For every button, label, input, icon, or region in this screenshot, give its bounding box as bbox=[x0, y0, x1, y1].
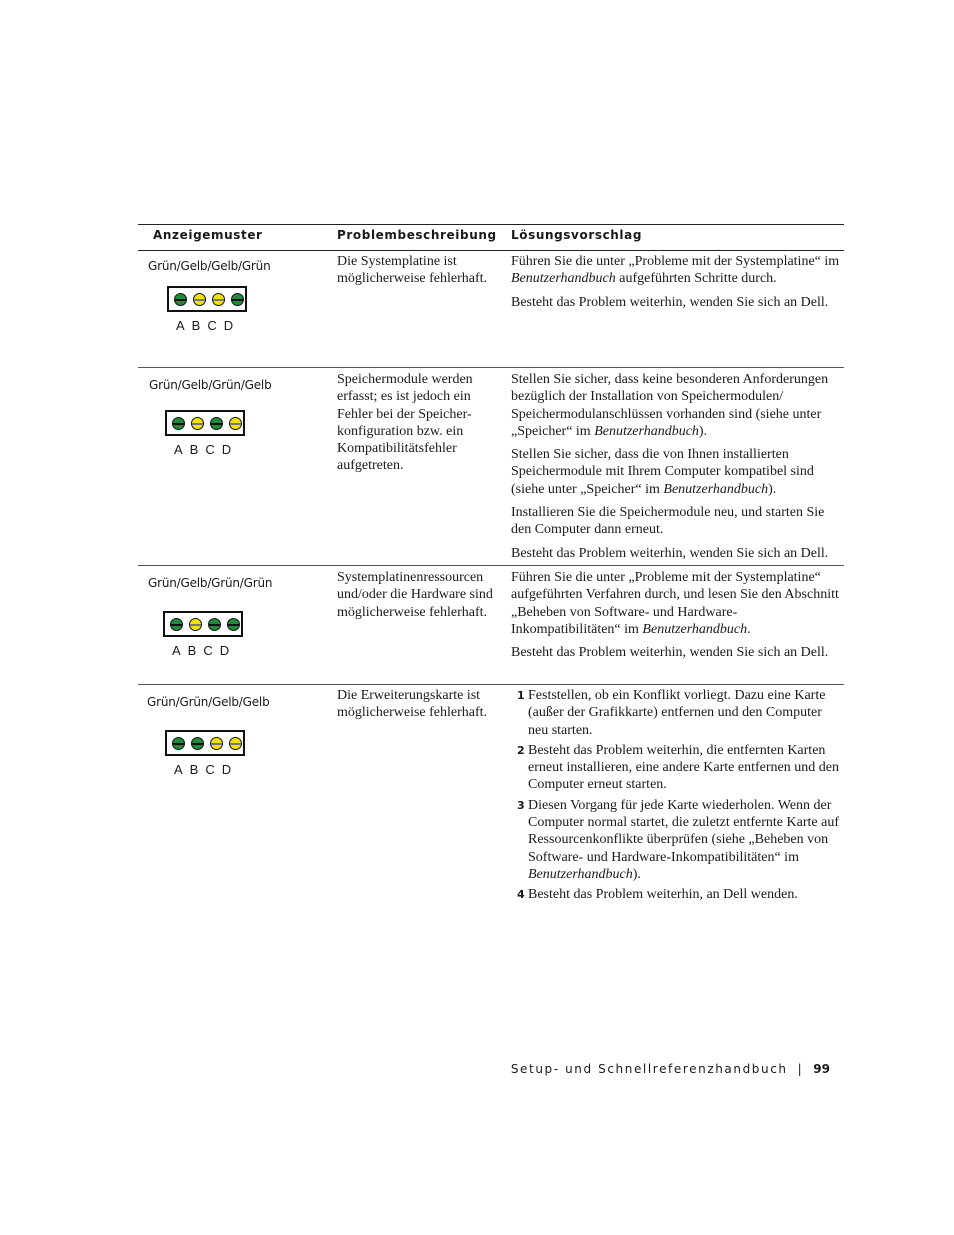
solution-step: 2 Besteht das Problem weiterhin, die entfernten Karten erneut installieren, eine andere Karte entfernen und den Computer erneut starten. bbox=[517, 742, 839, 793]
led-yellow-icon bbox=[193, 293, 206, 306]
led-yellow-icon bbox=[210, 737, 223, 750]
led-yellow-icon bbox=[189, 618, 202, 631]
step-number: 4 bbox=[517, 888, 525, 902]
diagnostic-lights-icon bbox=[167, 286, 247, 312]
led-green-icon bbox=[208, 618, 221, 631]
led-green-icon bbox=[227, 618, 240, 631]
solution-paragraph: Besteht das Problem weiterhin, wenden Sie sich an Dell. bbox=[511, 294, 829, 310]
solution bbox=[511, 371, 844, 568]
step-number: 1 bbox=[517, 689, 525, 702]
table-row bbox=[138, 566, 844, 685]
led-green-icon bbox=[191, 737, 204, 750]
solution bbox=[511, 569, 844, 667]
solution bbox=[511, 253, 844, 317]
led-yellow-icon bbox=[229, 737, 242, 750]
solution-paragraph: Besteht das Problem weiterhin, wenden Sie sich an Dell. bbox=[511, 645, 829, 661]
pattern-name: Grün/Gelb/Gelb/Grün bbox=[148, 259, 271, 273]
solution-steps bbox=[511, 687, 844, 907]
pattern-name: Grün/Grün/Gelb/Gelb bbox=[147, 695, 270, 709]
solution-step: 3 Diesen Vorgang für jede Karte wiederholen. Wenn der Computer normal startet, die zuletzt entfernte Karte auf Ressourcenkonflikte überprüfen (siehe „Beheben von Software- und Hardware-Inkompatibilitäten“ im Benutzerhandbuch). bbox=[517, 797, 839, 882]
led-green-icon bbox=[231, 293, 244, 306]
table-row bbox=[138, 368, 844, 566]
solution-step: 1 Feststellen, ob ein Konflikt vorliegt. Dazu eine Karte (außer der Grafikkarte) entfernen und den Computer neu starten. bbox=[517, 688, 826, 738]
table-row bbox=[138, 251, 844, 368]
solution-step: 4 Besteht das Problem weiterhin, an Dell wenden. bbox=[517, 887, 798, 903]
led-letters: ABCD bbox=[174, 442, 239, 457]
led-pattern-table bbox=[138, 224, 844, 910]
table-row bbox=[138, 685, 844, 910]
led-yellow-icon bbox=[191, 417, 204, 430]
problem-description: Die Erweiterungskarte ist möglicherweise fehlerhaft. bbox=[337, 688, 488, 721]
footer-title: Setup- und Schnellreferenzhandbuch bbox=[510, 1062, 788, 1076]
solution-paragraph: Stellen Sie sicher, dass die von Ihnen installierten Speichermodule mit Ihrem Computer kompatibel sind (siehe unter „Speicher“ im Benutzerhandbuch). bbox=[511, 447, 814, 497]
problem-description: Speichermodule werden erfasst; es ist jedoch ein Fehler bei der Speicher-konfiguration bzw. ein Kompatibilitätsfehler aufgetreten. bbox=[337, 372, 473, 474]
step-number: 3 bbox=[517, 798, 525, 812]
step-number: 2 bbox=[517, 743, 525, 757]
diagnostic-lights-icon bbox=[163, 611, 243, 637]
solution-paragraph: Führen Sie die unter „Probleme mit der Systemplatine“ im Benutzerhandbuch aufgeführten Schritte durch. bbox=[511, 254, 840, 287]
diagnostic-lights-icon bbox=[165, 410, 245, 436]
pattern-name: Grün/Gelb/Grün/Gelb bbox=[149, 378, 272, 392]
led-green-icon bbox=[170, 618, 183, 631]
solution-paragraph: Führen Sie die unter „Probleme mit der Systemplatine“ aufgeführten Verfahren durch, und lesen Sie den Abschnitt „Beheben von Software- und Hardware-Inkompatibilitäten“ im Benutzerhandbuch. bbox=[511, 570, 839, 637]
led-green-icon bbox=[210, 417, 223, 430]
page-footer bbox=[480, 1062, 830, 1076]
led-green-icon bbox=[172, 417, 185, 430]
problem-description: Die Systemplatine ist möglicherweise fehlerhaft. bbox=[337, 254, 488, 287]
diagnostic-lights-icon bbox=[165, 730, 245, 756]
solution-paragraph: Installieren Sie die Speichermodule neu, und starten Sie den Computer dann erneut. bbox=[511, 505, 825, 538]
header-problem: Problembeschreibung bbox=[337, 228, 497, 242]
led-yellow-icon bbox=[212, 293, 225, 306]
footer-separator: | bbox=[797, 1062, 804, 1076]
led-green-icon bbox=[174, 293, 187, 306]
solution-paragraph: Stellen Sie sicher, dass keine besonderen Anforderungen bezüglich der Installation von Speichermodulen/ Speichermodulanschlüssen vorhanden sind (siehe unter „Speicher“ im Benutzerhandbuch). bbox=[511, 372, 829, 439]
table-header bbox=[138, 224, 844, 251]
header-solution: Lösungsvorschlag bbox=[511, 228, 643, 242]
header-pattern: Anzeigemuster bbox=[153, 228, 263, 242]
led-letters: ABCD bbox=[176, 318, 241, 333]
problem-description: Systemplatinenressourcen und/oder die Hardware sind möglicherweise fehlerhaft. bbox=[337, 570, 493, 620]
solution-paragraph: Besteht das Problem weiterhin, wenden Sie sich an Dell. bbox=[511, 545, 829, 561]
led-green-icon bbox=[172, 737, 185, 750]
pattern-name: Grün/Gelb/Grün/Grün bbox=[148, 576, 273, 590]
page-number: 99 bbox=[813, 1062, 830, 1076]
led-yellow-icon bbox=[229, 417, 242, 430]
led-letters: ABCD bbox=[174, 762, 239, 777]
led-letters: ABCD bbox=[172, 643, 237, 658]
